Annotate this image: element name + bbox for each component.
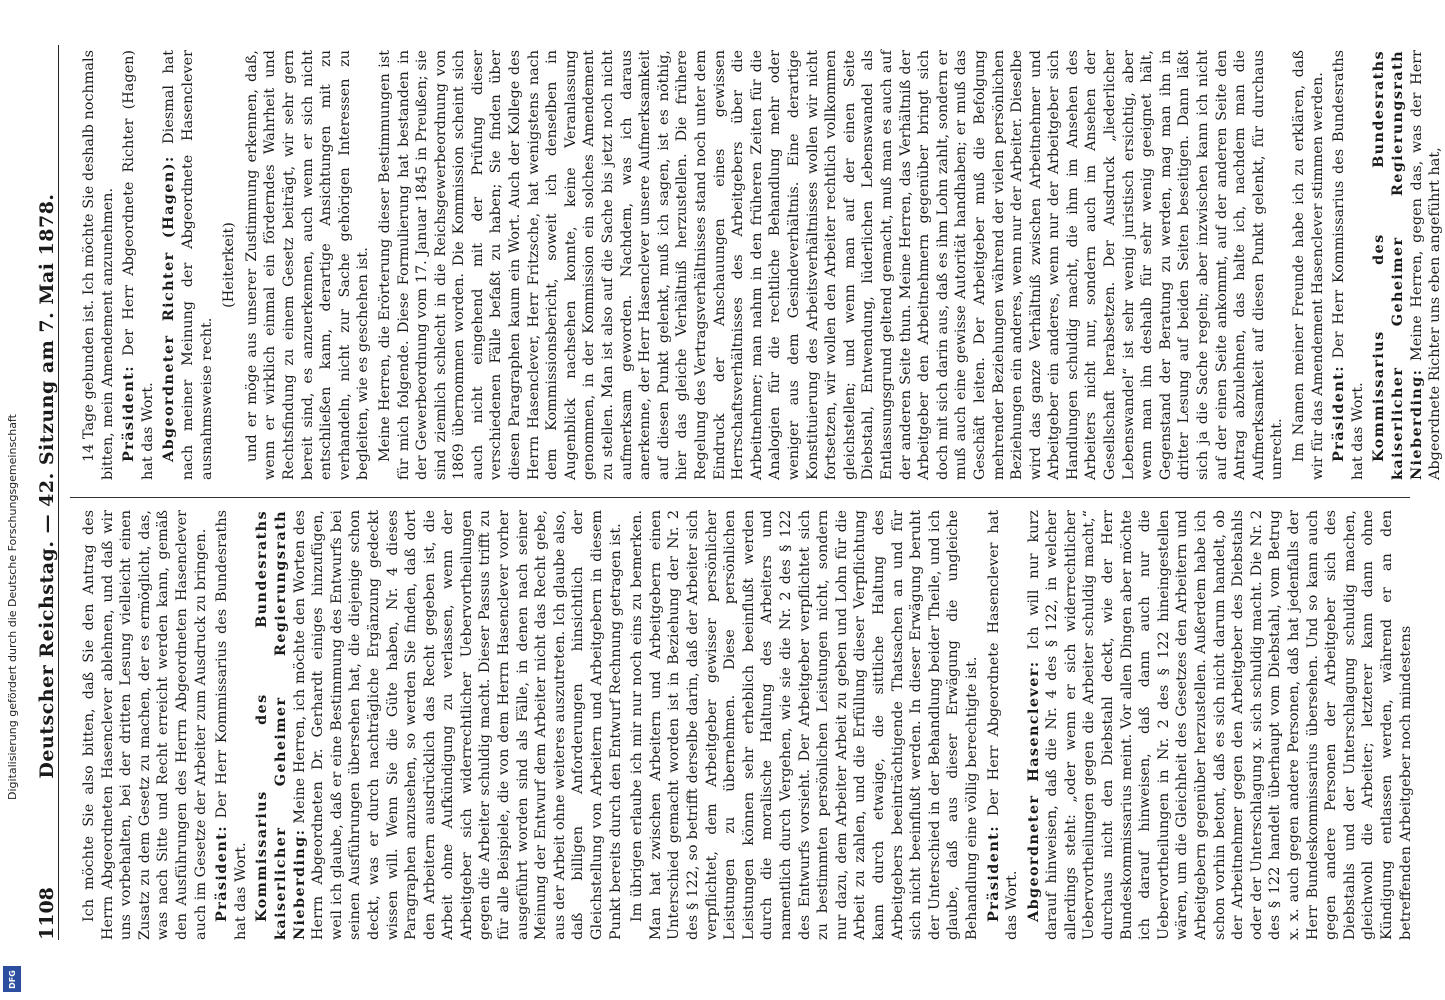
- paragraph-text: 14 Tage gebunden ist. Ich möchte Sie deshalb nochmals bitten, mein Amendement anzunehmen.: [81, 50, 116, 480]
- paragraph-text: Der Herr Kommissarius des Bundesraths hat das Wort.: [214, 510, 249, 940]
- paragraph-text: Meine Herren, die Erörterung dieser Bestimmungen ist für mich folgende. Diese Formulierung hat bestanden in der Gewerbeordnung vom 17. Januar 1845 in Preußen; sie sind ziemlich schlecht in die Reichsgewerbeordnung von 1869 übernommen worden. Die Kommission scheint sich auch nicht eingehend mit der Prüfung dieser verschiedenen Fälle befaßt zu haben; Sie finden über diesen Paragraphen kaum ein Wort. Auch der Kollege des Herrn Hasenclever, Herr Fritzsche, hat wenigstens nach dem Kommissionsbericht, soweit ich denselben in Augenblick nachsehen konnte, keine Veranlassung genommen, in der Kommission ein solches Amendement zu stellen. Man ist also auf die Sache bis jetzt noch nicht aufmerksam geworden. Nachdem, was ich daraus anerkenne, der Herr Hasenclever unsere Aufmerksamkeit auf diesen Punkt gelenkt, muß ich sagen, ist es nöthig, hier das gleiche Verhältniß herzustellen. Die frühere Regelung des Vertragsverhältnisses stand noch unter dem Eindruck der Anschauungen eines gewissen Herrschaftsverhältnisses des Arbeitgebers über die Arbeitnehmer; man nahm in den früheren Zeiten für die Analogien für die rechtliche Behandlung mehr oder weniger aus dem Gesindeverhältnis. Eine derartige Konstituierung des Arbeitsverhältnisses wollen wir nicht fortsetzen, wir wollen den Arbeiter rechtlich vollkommen gleichstellen; und wenn man auf der einen Seite Diebstahl, Entwendung, lüderlichen Lebenswandel als Entlassungsgrund geltend gemacht, muß man es auch auf der anderen Seite thun. Meine Herren, das Verhältniß der Arbeitgeber den Arbeitnehmern gegenüber bringt sich doch mit sich darin aus, daß es ihm Lohn zahlt, sondern er muß auch eine gewisse Autorität handhaben; er muß das Geschäft leiten. Der Arbeitgeber muß die Befolgung mehrender Beziehungen während der vielen persönlichen Beziehungen ein anderes, wenn nur der Arbeiter. Dieselbe wird das ganze Verhältniß zwischen Arbeitnehmer und Arbeitgeber ein anderes, wenn nur der Arbeitgeber sich Handlungen schuldig macht, die ihm im Ansehen des Arbeiters nicht nur, sondern auch im Ansehen der Gesellschaft herabsetzen. Der Ausdruck „liederlicher Lebenswandel“ ist sehr wenig juristisch ersichtig, aber wenn man ihn deshalb für sehr wenig geeignet hält, Gegenstand der Beratung zu werden, mag man ihn in dritter Lesung auf beiden Seiten beseitigen. Dann läßt sich ja die Sache regeln; aber inzwischen kann ich nicht auf der einen Seite ankommt, auf der anderen Seite den Antrag abzulehnen, das halte ich, nachdem man die Aufmerksamkeit auf diesen Punkt gelenkt, für durchaus unrecht.: [376, 50, 1286, 480]
- speaker-name: Abgeordneter Richter (Hagen):: [160, 155, 178, 462]
- stage-direction: (Heiterkeit): [221, 222, 238, 308]
- paragraph-text: Diesmal hat nach meiner Meinung der Abgeordnete Hasenclever ausnahmsweise recht.: [161, 49, 215, 480]
- paragraph-text: Der Herr Abgeordnete Richter (Hagen) hat das Wort.: [121, 50, 156, 480]
- page-title: Deutscher Reichstag. — 42. Sitzung am 7. Mai 1878.: [36, 193, 58, 779]
- paragraph: [120, 50, 157, 480]
- paragraph-text: Meine Herren, ich möchte den Worten des Herrn Abgeordneten Dr. Gerhardt einiges hinzufügen, weil ich glaube, daß er eine Bestimmung des Entwurfs bei seinen Ausführungen übersehen hat, die diejenige schon deckt, was er durch nachträgliche Ergänzung gedeckt wissen will. Wenn Sie die Güte haben, Nr. 4 dieses Paragraphen anzusehen, so werden Sie finden, daß dort den Arbeitern ausdrücklich das Recht gegeben ist, die Arbeit ohne Aufkündigung zu verlassen, wenn der Arbeitgeber sich widerrechtlicher Uebervortheilungen gegen die Arbeiter schuldig macht. Dieser Passus trifft zu für alle Beispiele, die von dem Herrn Hasenclever vorher ausgeführt worden sind als Fälle, in denen nach seiner Meinung der Entwurf dem Arbeiter nicht das Recht gebe, aus der Arbeit ohne weiteres auszutreten. Ich glaube also, daß billigen Anforderungen hinsichtlich der Gleichstellung von Arbeitern und Arbeitgebern in diesem Punkt bereits durch den Entwurf Rechnung getragen ist.: [291, 509, 624, 940]
- paragraph: [1290, 50, 1327, 480]
- paragraph: [628, 510, 981, 940]
- footer: [1, 0, 25, 1000]
- page-number: 1108: [36, 887, 58, 940]
- paragraph-text: Ich möchte Sie also bitten, daß Sie den Antrag des Herrn Abgeordneten Hasenclever ablehnen, und daß wir uns vorbehalten, bei der dritten Lesung vielleicht einen Zusatz zu dem Gesetz zu machen, der es ermöglicht, das, was nach Sitte und Recht erreicht werden kann, gemäß den Ausführungen des Herrn Abgeordneten Hasenclever auch im Gesetze der Arbeiter zum Ausdruck zu bringen.: [81, 510, 209, 940]
- paragraph-text: Im übrigen erlaube ich mir nur noch eins zu bemerken. Man hat zwischen Arbeitern und Arbeitgebern einen Unterschied gemacht worden ist in Beziehung der Nr. 2 des § 122, so betrifft derselbe darin, daß der Arbeiter sich verpflichtet, dem Arbeitgeber gewisser persönlicher Leistungen zu übernehmen. Diese persönlichen Leistungen können sehr erheblich beeinflußt werden durch die moralische Haltung des Arbeiters und namentlich durch Vergehen, wie sie die Nr. 2 des § 122 des Entwurfs vorsieht. Der Arbeitgeber verpflichtet sich zu bestimmten persönlichen Leistungen nicht, sondern nur dazu, dem Arbeiter Arbeit zu geben und Lohn für die Arbeit zu zahlen, und die Erfüllung dieser Verpflichtung kann durch etwaige, die sittliche Haltung des Arbeitgebers beeinträchtigende Thatsachen an und für sich nicht beeinflußt werden. In dieser Erwägung beruht der Unterschied in der Behandlung beider Theile, und ich glaube, daß aus dieser Erwägung die ungleiche Behandlung eine völlig berechtigte ist.: [629, 510, 980, 940]
- paragraph: [1370, 50, 1444, 480]
- right-column: [80, 49, 1444, 480]
- paragraph-text: Im Namen meiner Freunde habe ich zu erklären, daß wir für das Amendement Hasenclever stimmen werden.: [1291, 50, 1326, 480]
- footer-text: Digitalisierung gefördert durch die Deutsche Forschungsgemeinschaft: [6, 414, 19, 800]
- paragraph: [80, 50, 117, 480]
- speaker-name: Präsident:: [984, 825, 1002, 922]
- paragraph-text: und er möge aus unserer Zustimmung erkennen, daß, wenn er wirklich einmal ein förderndes Wahrheit und Rechtsfindung zu einem Gesetz beiträgt, wir sehr gern bereit sind, es anzuerkennen, auch wenn er sich nicht entschließen kann, derartige Ansichtungen mit zu verhandeln, nicht zur Sache gehörigen Interessen zu begleiten, wie es geschehen ist.: [243, 50, 372, 480]
- speaker-name: Präsident:: [213, 825, 231, 922]
- speaker-name: Kommissarius des Bundesraths kaiserlicher Geheimer Regierungsrath Nieberding:: [253, 510, 308, 940]
- paragraph: [376, 50, 1287, 480]
- column-divider: [70, 497, 1410, 498]
- dfg-logo: DFG: [3, 966, 21, 992]
- paragraph-text: Meine Herren, gegen das, was der Herr Abgeordnete Richter uns eben angeführt hat,: [1408, 50, 1444, 480]
- paragraph: [80, 510, 210, 940]
- speaker-name: Abgeordneter Hasenclever:: [1024, 660, 1042, 922]
- paragraph: [1025, 510, 1415, 940]
- paragraph: [253, 510, 625, 940]
- paragraph: [213, 510, 250, 940]
- paragraph-text: Der Herr Abgeordnete Hasenclever hat das Wort.: [985, 510, 1021, 940]
- paragraph: [160, 50, 216, 480]
- page-header: [28, 45, 59, 940]
- speaker-name: Präsident:: [120, 365, 138, 462]
- paragraph-text: Ich will nur kurz darauf hinweisen, daß die Nr. 4 des § 122, in welcher allerdings steht: „oder wenn er sich widerrechtlicher Uebervortheilungen gegen die Arbeiter schuldig macht,“ durchaus nicht den Diebstahl deckt, wie der Herr Bundeskommissarius meint. Vor allen Dingen aber möchte ich darauf hinweisen, daß dann auch nur die Uebervortheilungen in Nr. 2 des § 122 hineingestellen wären, um die Gleichheit des Gesetzes den Arbeitern und Arbeitgebern gegenüber herzustellen. Außerdem habe ich schon vorhin betont, daß es sich nicht darum handelt, ob der Arbeitnehmer gegen den Arbeitgeber des Diebstahls oder der Unterschlagung x. sich schuldig macht. Die Nr. 2 des § 122 handelt überhaupt vom Diebstahl, vom Betrug x. x. auch gegen andere Personen, daß hat jedenfalls der Herr Bundeskommissarius übersehen. Und so kann auch gegen andere Personen der Arbeitgeber sich des Diebstahls und der Unterschlagung schuldig machen, gleichwohl die Arbeiter; letzterer kann dann ohne Kündigung entlassen werden, während er an den betreffenden Arbeitgeber noch mindestens: [1025, 510, 1414, 940]
- speaker-name: Kommissarius des Bundesraths kaiserlicher Geheimer Regierungsrath Nieberding:: [1370, 50, 1425, 480]
- speaker-name: Präsident:: [1330, 365, 1348, 462]
- left-column: [80, 509, 1414, 940]
- paragraph: [985, 510, 1022, 940]
- paragraph-text: Der Herr Kommissarius des Bundesraths hat das Wort.: [1331, 50, 1366, 480]
- paragraph: [1330, 50, 1367, 480]
- paragraph: [243, 50, 373, 480]
